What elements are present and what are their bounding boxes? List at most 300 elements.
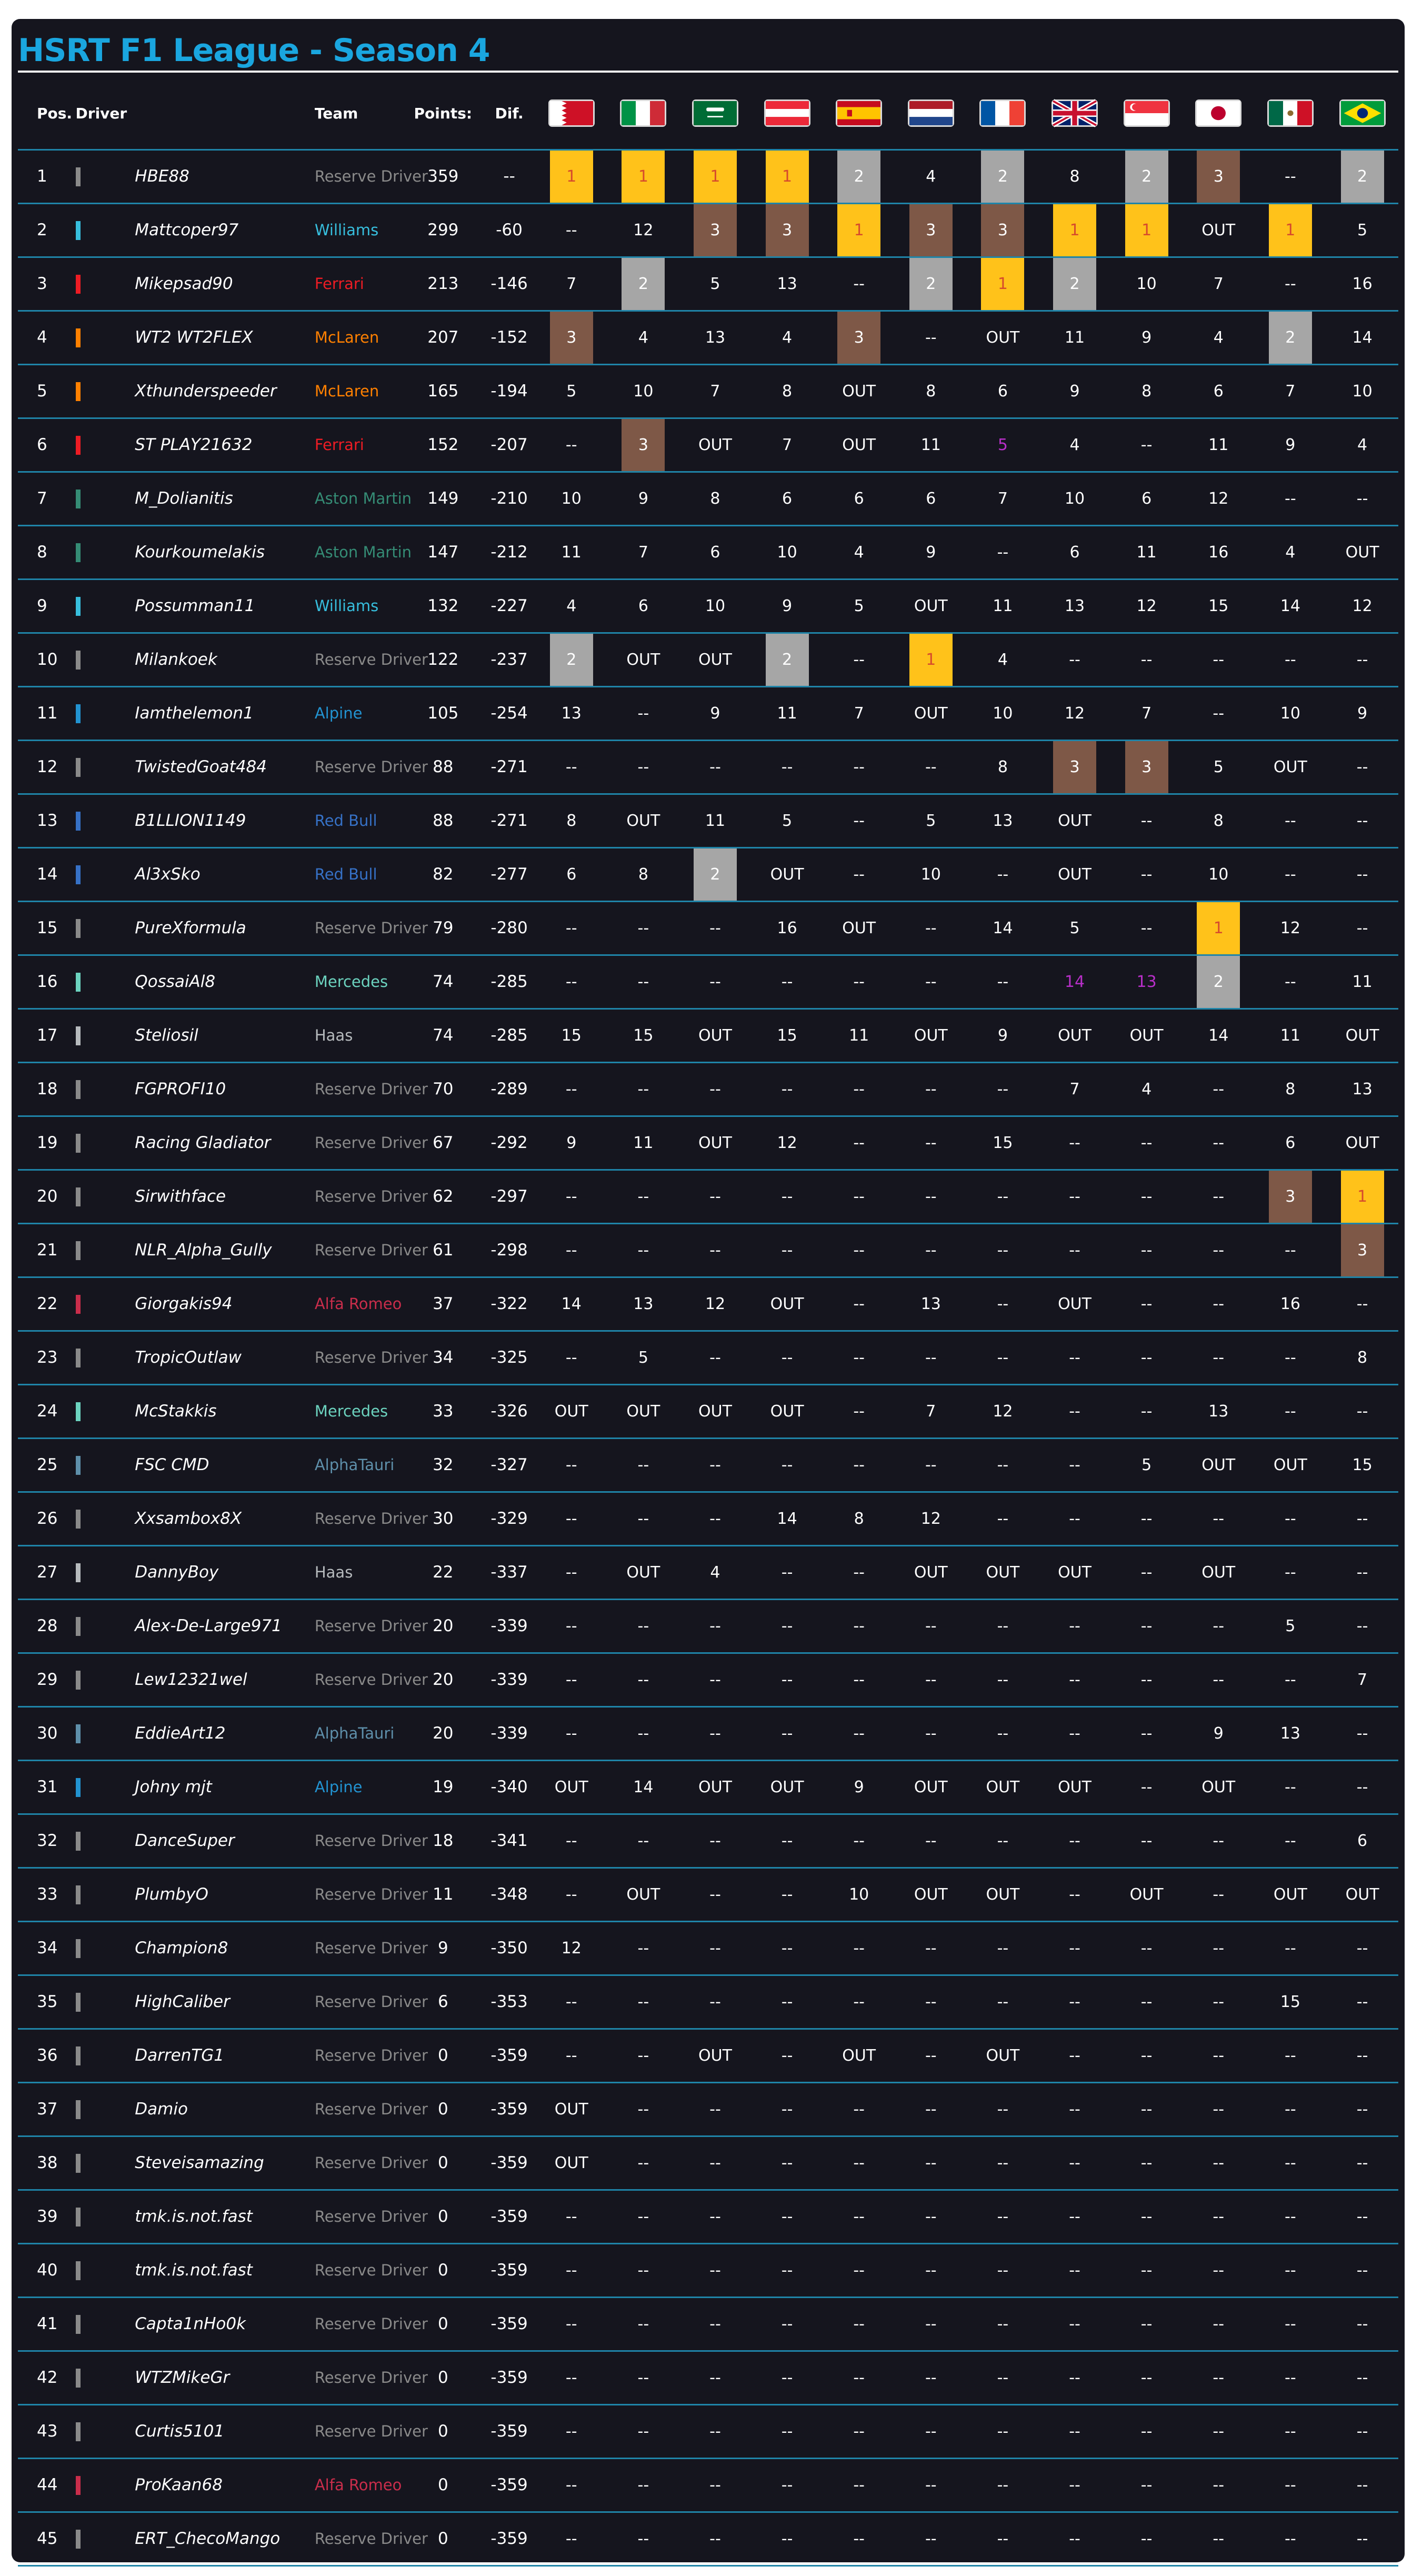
race-result-value: OUT — [1273, 1455, 1307, 1474]
points-cell: 62 — [403, 1170, 483, 1223]
standings-row — [18, 1599, 1398, 1653]
team-color-bar — [76, 758, 81, 777]
spacer-cell — [81, 525, 135, 579]
position-cell: 28 — [18, 1599, 76, 1653]
race-result-mexico — [1255, 149, 1327, 203]
race-result-value: 6 — [710, 543, 720, 562]
spacer-cell — [81, 364, 135, 418]
race-result-value: -- — [637, 2422, 649, 2441]
race-result-value: 7 — [1357, 1670, 1368, 1689]
position-cell: 1 — [18, 149, 76, 203]
team-name: Alpine — [315, 686, 403, 740]
team-color-bar — [76, 1778, 81, 1797]
race-result-uk — [1039, 525, 1111, 579]
race-result-austria — [751, 1062, 823, 1116]
dif-cell: -- — [483, 149, 536, 203]
race-result-value: -- — [853, 274, 865, 293]
race-result-value: 14 — [561, 1294, 582, 1313]
race-result-japan — [1183, 633, 1255, 686]
race-result-value: -- — [1213, 650, 1225, 669]
race-result-value: 15 — [1208, 596, 1229, 615]
race-result-value: -- — [1140, 1939, 1153, 1958]
spacer-cell — [81, 1921, 135, 1975]
race-result-uk — [1039, 1492, 1111, 1545]
team-color-bar — [76, 973, 81, 992]
race-result-value: 8 — [782, 382, 793, 401]
standings-row — [18, 579, 1398, 633]
race-result-japan — [1183, 1277, 1255, 1331]
driver-name: TropicOutlaw — [135, 1331, 315, 1384]
race-result-value: -- — [637, 1509, 649, 1528]
race-result-spain — [823, 2136, 895, 2190]
race-result-value: -- — [565, 918, 577, 937]
driver-name: Damio — [135, 2082, 315, 2136]
race-result-brazil — [1326, 1921, 1398, 1975]
race-result-singapore — [1110, 364, 1183, 418]
race-result-value: OUT — [1058, 1563, 1091, 1582]
team-color-bar — [76, 597, 81, 616]
driver-name: ST PLAY21632 — [135, 418, 315, 472]
race-result-austria — [751, 1814, 823, 1868]
driver-name: Milankoek — [135, 633, 315, 686]
race-result-value: -- — [1140, 1348, 1153, 1367]
race-result-saudi-arabia — [679, 633, 752, 686]
spacer-cell — [81, 1438, 135, 1492]
standings-row — [18, 1062, 1398, 1116]
points-cell: 30 — [403, 1492, 483, 1545]
team-color-bar — [76, 1993, 81, 2012]
race-result-bahrain — [535, 1599, 607, 1653]
race-result-value: 11 — [920, 435, 941, 454]
race-result-austria — [751, 1277, 823, 1331]
points-cell: 0 — [403, 2297, 483, 2351]
team-color-cell — [76, 633, 81, 686]
team-color-cell — [76, 203, 81, 257]
race-result-value: 8 — [1141, 382, 1152, 401]
race-result-value: 4 — [638, 328, 648, 347]
race-result-france — [967, 1170, 1039, 1223]
race-result-value: 1 — [1125, 204, 1168, 256]
race-result-value: -- — [1356, 1724, 1368, 1743]
race-result-france — [967, 2243, 1039, 2297]
race-result-value: -- — [1285, 1402, 1296, 1421]
position-cell: 34 — [18, 1921, 76, 1975]
race-result-value: -- — [997, 1992, 1009, 2011]
team-color-cell — [76, 1116, 81, 1170]
race-result-uk — [1039, 1545, 1111, 1599]
driver-name: PlumbyO — [135, 1868, 315, 1921]
race-result-value: 13 — [920, 1294, 941, 1313]
netherlands-flag-icon — [908, 99, 954, 127]
race-result-singapore — [1110, 203, 1183, 257]
race-result-value: 6 — [1141, 489, 1152, 508]
race-result-value: -- — [709, 1348, 721, 1367]
race-result-japan — [1183, 2512, 1255, 2565]
team-color-cell — [76, 1921, 81, 1975]
race-result-bahrain — [535, 1384, 607, 1438]
race-result-value: -- — [997, 1509, 1009, 1528]
race-result-singapore — [1110, 2458, 1183, 2512]
team-name: Reserve Driver — [315, 633, 403, 686]
race-result-value: -- — [997, 2100, 1009, 2119]
race-result-uk — [1039, 1331, 1111, 1384]
race-result-value: -- — [1356, 865, 1368, 884]
race-result-japan — [1183, 149, 1255, 203]
race-result-netherlands — [895, 847, 967, 901]
race-result-singapore — [1110, 2136, 1183, 2190]
race-result-value: -- — [1285, 2207, 1296, 2226]
race-result-bahrain — [535, 1062, 607, 1116]
position-cell: 37 — [18, 2082, 76, 2136]
race-result-value: -- — [1213, 2100, 1225, 2119]
race-result-value: 9 — [1213, 1724, 1224, 1743]
spacer-cell — [81, 1277, 135, 1331]
race-result-value: -- — [1069, 1402, 1080, 1421]
race-result-netherlands — [895, 1760, 967, 1814]
race-result-value: 14 — [1208, 1026, 1229, 1045]
race-result-saudi-arabia — [679, 794, 752, 847]
points-cell: 61 — [403, 1223, 483, 1277]
race-result-value: -- — [1285, 2046, 1296, 2065]
race-result-netherlands — [895, 2297, 967, 2351]
race-result-value: -- — [709, 1455, 721, 1474]
driver-name: FSC CMD — [135, 1438, 315, 1492]
race-result-italy — [607, 1921, 679, 1975]
race-result-italy — [607, 794, 679, 847]
spacer-cell — [81, 847, 135, 901]
driver-name: McStakkis — [135, 1384, 315, 1438]
race-result-value: -- — [1356, 2314, 1368, 2333]
standings-row — [18, 740, 1398, 794]
driver-name: Racing Gladiator — [135, 1116, 315, 1170]
race-result-austria — [751, 2243, 823, 2297]
race-result-value: 9 — [638, 489, 648, 508]
dif-cell: -146 — [483, 257, 536, 311]
race-result-france — [967, 149, 1039, 203]
race-result-saudi-arabia — [679, 901, 752, 955]
race-result-value: -- — [709, 2529, 721, 2548]
race-result-japan — [1183, 2297, 1255, 2351]
race-result-value: -- — [637, 2529, 649, 2548]
race-result-brazil — [1326, 2458, 1398, 2512]
race-result-france — [967, 740, 1039, 794]
driver-name: DannyBoy — [135, 1545, 315, 1599]
race-result-value: -- — [1140, 811, 1153, 830]
race-result-value: -- — [1069, 2314, 1080, 2333]
race-result-value: 7 — [1213, 274, 1224, 293]
spacer-cell — [81, 1760, 135, 1814]
driver-name: Iamthelemon1 — [135, 686, 315, 740]
race-result-singapore — [1110, 2404, 1183, 2458]
race-result-value: OUT — [1058, 865, 1091, 884]
race-result-value: 9 — [926, 543, 936, 562]
race-result-brazil — [1326, 633, 1398, 686]
race-result-value: -- — [1356, 650, 1368, 669]
race-result-bahrain — [535, 1438, 607, 1492]
race-result-singapore — [1110, 1814, 1183, 1868]
position-cell: 27 — [18, 1545, 76, 1599]
race-result-saudi-arabia — [679, 2029, 752, 2082]
race-result-value: -- — [1356, 1939, 1368, 1958]
race-result-spain — [823, 472, 895, 525]
race-result-singapore — [1110, 579, 1183, 633]
race-result-uk — [1039, 1706, 1111, 1760]
position-cell: 31 — [18, 1760, 76, 1814]
position-cell: 5 — [18, 364, 76, 418]
header-points: Points: — [403, 78, 483, 149]
race-result-mexico — [1255, 686, 1327, 740]
race-result-singapore — [1110, 633, 1183, 686]
driver-name: tmk.is.not.fast — [135, 2190, 315, 2243]
race-result-value: 4 — [1141, 1080, 1152, 1099]
race-result-uk — [1039, 1653, 1111, 1706]
race-result-brazil — [1326, 2136, 1398, 2190]
spain-flag-icon — [836, 99, 882, 127]
race-result-value: 7 — [638, 543, 648, 562]
race-result-value: -- — [1069, 2207, 1080, 2226]
race-result-value: 6 — [854, 489, 864, 508]
team-name: Reserve Driver — [315, 2512, 403, 2565]
page-title: HSRT F1 League - Season 4 — [18, 32, 490, 69]
race-result-value: -- — [1356, 2261, 1368, 2280]
race-result-value: -- — [1140, 1402, 1153, 1421]
race-result-value: 1 — [1197, 902, 1240, 954]
race-result-japan — [1183, 311, 1255, 364]
team-color-bar — [76, 1349, 81, 1367]
points-cell: 88 — [403, 794, 483, 847]
race-result-value: -- — [853, 1455, 865, 1474]
team-color-cell — [76, 1599, 81, 1653]
dif-cell: -337 — [483, 1545, 536, 1599]
points-cell: 0 — [403, 2190, 483, 2243]
race-result-value: 6 — [1285, 1133, 1296, 1152]
race-result-value: OUT — [914, 1778, 948, 1796]
race-result-value: -- — [565, 2261, 577, 2280]
race-result-uk — [1039, 257, 1111, 311]
race-result-netherlands — [895, 1653, 967, 1706]
race-result-value: 16 — [777, 918, 797, 937]
race-result-bahrain — [535, 203, 607, 257]
race-result-uk — [1039, 1760, 1111, 1814]
dif-cell: -227 — [483, 579, 536, 633]
race-result-value: OUT — [1201, 1563, 1236, 1582]
race-result-value: -- — [1069, 2368, 1080, 2387]
race-result-value: -- — [781, 1616, 793, 1635]
race-result-mexico — [1255, 901, 1327, 955]
race-result-saudi-arabia — [679, 2404, 752, 2458]
race-result-mexico — [1255, 1438, 1327, 1492]
team-color-cell — [76, 740, 81, 794]
race-result-value: -- — [781, 972, 793, 991]
race-result-singapore — [1110, 1706, 1183, 1760]
race-result-netherlands — [895, 1814, 967, 1868]
driver-name: Lew12321wel — [135, 1653, 315, 1706]
race-result-saudi-arabia — [679, 1921, 752, 1975]
race-result-value: -- — [1140, 1616, 1153, 1635]
race-result-value: 16 — [1352, 274, 1373, 293]
race-result-value: -- — [997, 1939, 1009, 1958]
driver-name: Capta1nHo0k — [135, 2297, 315, 2351]
race-result-value: OUT — [1345, 1133, 1379, 1152]
race-result-brazil — [1326, 311, 1398, 364]
race-result-japan — [1183, 1116, 1255, 1170]
race-result-value: -- — [1069, 1616, 1080, 1635]
race-result-value: -- — [1213, 2422, 1225, 2441]
driver-name: Alex-De-Large971 — [135, 1599, 315, 1653]
race-result-value: -- — [853, 1348, 865, 1367]
dif-cell: -152 — [483, 311, 536, 364]
race-result-value: OUT — [1273, 757, 1307, 776]
driver-name: Champion8 — [135, 1921, 315, 1975]
race-result-value: -- — [637, 2207, 649, 2226]
race-result-value: -- — [781, 2261, 793, 2280]
race-result-value: 5 — [997, 435, 1008, 454]
race-result-saudi-arabia — [679, 2458, 752, 2512]
race-result-brazil — [1326, 1277, 1398, 1331]
race-result-austria — [751, 203, 823, 257]
race-result-brazil — [1326, 2297, 1398, 2351]
race-result-value: -- — [1140, 1831, 1153, 1850]
race-result-value: 4 — [1357, 435, 1368, 454]
race-result-france — [967, 1062, 1039, 1116]
standings-row — [18, 1545, 1398, 1599]
race-result-value: 13 — [633, 1294, 654, 1313]
race-result-spain — [823, 257, 895, 311]
race-header-saudi-arabia — [679, 78, 752, 149]
dif-cell: -353 — [483, 1975, 536, 2029]
race-result-italy — [607, 525, 679, 579]
race-result-saudi-arabia — [679, 1223, 752, 1277]
race-result-japan — [1183, 1814, 1255, 1868]
race-result-japan — [1183, 1868, 1255, 1921]
standings-row — [18, 2190, 1398, 2243]
race-result-value: 10 — [1064, 489, 1085, 508]
saudi-arabia-flag-icon — [692, 99, 738, 127]
race-result-value: -- — [1213, 1831, 1225, 1850]
points-cell: 34 — [403, 1331, 483, 1384]
race-result-value: -- — [565, 1509, 577, 1528]
driver-name: M_Dolianitis — [135, 472, 315, 525]
race-result-value: -- — [1356, 1509, 1368, 1528]
race-result-value: 9 — [854, 1778, 864, 1796]
driver-name: DanceSuper — [135, 1814, 315, 1868]
race-result-austria — [751, 257, 823, 311]
race-result-value: 5 — [710, 274, 720, 293]
position-cell: 13 — [18, 794, 76, 847]
race-result-italy — [607, 2297, 679, 2351]
standings-row — [18, 1331, 1398, 1384]
team-name: Alpine — [315, 1760, 403, 1814]
race-result-value: 12 — [1064, 704, 1085, 723]
standings-row — [18, 1170, 1398, 1223]
spacer-cell — [81, 149, 135, 203]
france-flag-icon — [979, 99, 1026, 127]
race-result-value: 13 — [1280, 1724, 1300, 1743]
position-cell: 36 — [18, 2029, 76, 2082]
race-result-value: -- — [1356, 2529, 1368, 2548]
team-name: Red Bull — [315, 794, 403, 847]
team-name: Aston Martin — [315, 472, 403, 525]
race-result-value: 12 — [561, 1939, 582, 1958]
race-result-value: 11 — [1208, 435, 1229, 454]
race-result-value: -- — [709, 1724, 721, 1743]
race-result-france — [967, 2458, 1039, 2512]
race-result-austria — [751, 2029, 823, 2082]
position-cell: 26 — [18, 1492, 76, 1545]
race-result-japan — [1183, 579, 1255, 633]
race-result-value: OUT — [1129, 1885, 1164, 1904]
race-result-japan — [1183, 1706, 1255, 1760]
race-result-mexico — [1255, 955, 1327, 1009]
standings-row — [18, 2029, 1398, 2082]
race-result-value: -- — [1140, 918, 1153, 937]
race-result-value: 8 — [1069, 167, 1080, 186]
race-result-bahrain — [535, 1975, 607, 2029]
race-result-value: -- — [997, 2368, 1009, 2387]
race-result-value: 1 — [1341, 1171, 1384, 1223]
race-result-value: 16 — [1208, 543, 1229, 562]
race-result-value: OUT — [626, 1563, 660, 1582]
driver-name: Steliosil — [135, 1009, 315, 1062]
race-result-austria — [751, 311, 823, 364]
race-result-saudi-arabia — [679, 740, 752, 794]
points-cell: 74 — [403, 1009, 483, 1062]
race-result-value: -- — [1140, 2368, 1153, 2387]
team-color-cell — [76, 2190, 81, 2243]
race-result-value: -- — [1213, 1670, 1225, 1689]
position-cell: 39 — [18, 2190, 76, 2243]
race-result-value: -- — [1140, 1670, 1153, 1689]
race-result-value: -- — [1140, 2046, 1153, 2065]
team-color-bar — [76, 2530, 81, 2549]
race-result-uk — [1039, 1814, 1111, 1868]
race-result-austria — [751, 1223, 823, 1277]
position-cell: 21 — [18, 1223, 76, 1277]
race-result-value: 11 — [849, 1026, 869, 1045]
race-result-austria — [751, 472, 823, 525]
race-result-saudi-arabia — [679, 1492, 752, 1545]
race-result-singapore — [1110, 149, 1183, 203]
race-result-value: -- — [1213, 1133, 1225, 1152]
race-result-italy — [607, 1384, 679, 1438]
points-cell: 0 — [403, 2351, 483, 2404]
race-result-austria — [751, 2404, 823, 2458]
race-result-bahrain — [535, 1868, 607, 1921]
race-result-value: -- — [925, 972, 937, 991]
race-result-mexico — [1255, 1492, 1327, 1545]
race-result-mexico — [1255, 1384, 1327, 1438]
race-result-singapore — [1110, 1599, 1183, 1653]
race-result-saudi-arabia — [679, 2351, 752, 2404]
race-result-value: -- — [1356, 1992, 1368, 2011]
race-result-value: -- — [1213, 2207, 1225, 2226]
team-name: Reserve Driver — [315, 1814, 403, 1868]
race-result-value: -- — [853, 2153, 865, 2172]
race-result-italy — [607, 418, 679, 472]
dif-cell: -350 — [483, 1921, 536, 1975]
driver-name: Steveisamazing — [135, 2136, 315, 2190]
race-result-value: 13 — [1064, 596, 1085, 615]
race-result-uk — [1039, 1170, 1111, 1223]
race-result-value: -- — [925, 1616, 937, 1635]
race-result-value: 15 — [777, 1026, 797, 1045]
race-result-saudi-arabia — [679, 1760, 752, 1814]
race-result-value: -- — [1356, 811, 1368, 830]
dif-cell: -359 — [483, 2351, 536, 2404]
race-result-value: 5 — [1285, 1616, 1296, 1635]
race-result-bahrain — [535, 1223, 607, 1277]
team-name: Reserve Driver — [315, 2243, 403, 2297]
